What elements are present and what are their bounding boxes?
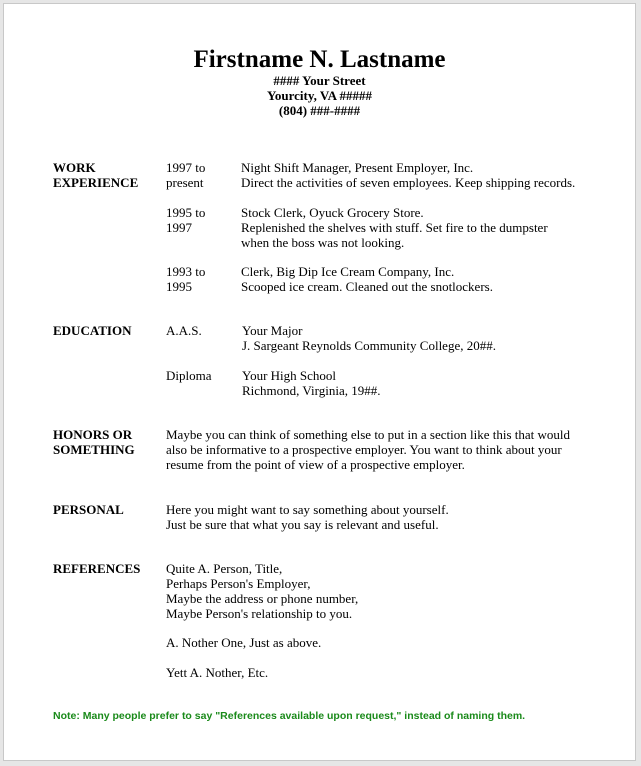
school-location: Richmond, Virginia, 19##. — [242, 383, 381, 398]
school: Your High School — [242, 368, 337, 383]
reference-text: Maybe Person's relationship to you. — [166, 606, 353, 621]
honors-text: Maybe you can think of something else to put in a section like this that would — [166, 427, 571, 442]
job-description: Direct the activities of seven employees. Keep shipping records. — [241, 175, 576, 190]
job-date-end: 1997 — [166, 220, 192, 235]
references-note: Note: Many people prefer to say "References available upon request," instead of naming them. — [53, 710, 526, 722]
section-label-honors: HONORS OR — [53, 427, 133, 442]
personal-text: Here you might want to say something about yourself. — [166, 502, 449, 517]
job-title: Night Shift Manager, Present Employer, Inc. — [241, 160, 474, 175]
section-label-personal: PERSONAL — [53, 502, 124, 517]
job-title: Stock Clerk, Oyuck Grocery Store. — [241, 205, 424, 220]
reference-text: Maybe the address or phone number, — [166, 591, 359, 606]
job-title: Clerk, Big Dip Ice Cream Company, Inc. — [241, 264, 455, 279]
job-date-start: 1993 to — [166, 264, 206, 279]
reference-text: Perhaps Person's Employer, — [166, 576, 311, 591]
street-address: #### Your Street — [273, 73, 366, 88]
section-label-work: WORK — [53, 160, 96, 175]
city-address: Yourcity, VA ##### — [266, 88, 373, 103]
section-label-something: SOMETHING — [53, 442, 135, 457]
section-label-experience: EXPERIENCE — [53, 175, 139, 190]
resume-page — [3, 3, 636, 761]
job-date-start: 1997 to — [166, 160, 206, 175]
personal-text: Just be sure that what you say is relevant and useful. — [166, 517, 439, 532]
resume-name: Firstname N. Lastname — [193, 46, 446, 73]
section-label-references: REFERENCES — [53, 561, 141, 576]
major: Your Major — [242, 323, 303, 338]
degree: Diploma — [166, 368, 212, 383]
degree: A.A.S. — [166, 323, 202, 338]
job-date-start: 1995 to — [166, 205, 206, 220]
job-description: Scooped ice cream. Cleaned out the snotlockers. — [241, 279, 493, 294]
reference-text: Quite A. Person, Title, — [166, 561, 283, 576]
job-date-end: present — [166, 175, 204, 190]
honors-text: also be informative to a prospective employer. You want to think about your — [166, 442, 562, 457]
job-description: when the boss was not looking. — [241, 235, 405, 250]
phone-number: (804) ###-#### — [278, 103, 361, 118]
reference-text: A. Nother One, Just as above. — [166, 635, 322, 650]
section-label-education: EDUCATION — [53, 323, 132, 338]
job-date-end: 1995 — [166, 279, 192, 294]
school: J. Sargeant Reynolds Community College, 20##. — [242, 338, 496, 353]
reference-text: Yett A. Nother, Etc. — [166, 665, 269, 680]
job-description: Replenished the shelves with stuff. Set fire to the dumpster — [241, 220, 548, 235]
honors-text: resume from the point of view of a prospective employer. — [166, 457, 465, 472]
